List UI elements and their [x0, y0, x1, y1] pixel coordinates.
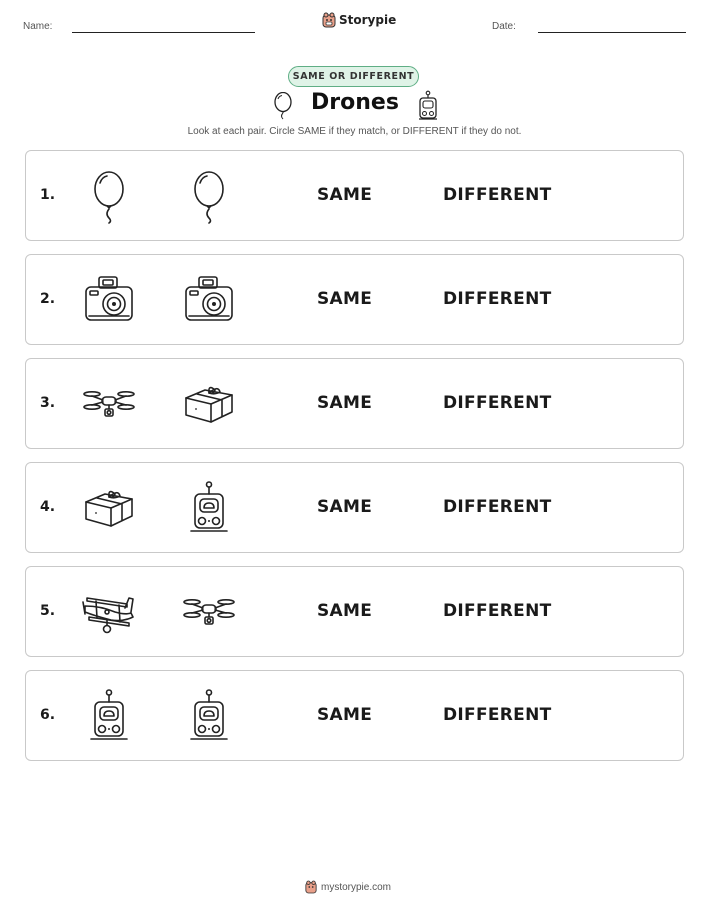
drone-icon [81, 376, 137, 432]
page-title: Drones [311, 90, 399, 115]
name-label: Name: [23, 21, 53, 32]
same-option[interactable]: SAME [317, 705, 373, 725]
camera-icon [181, 272, 237, 328]
instructions: Look at each pair. Circle SAME if they match, or DIFFERENT if they do not. [187, 126, 522, 137]
question-row [25, 566, 684, 657]
question-number: 4. [40, 499, 56, 515]
biplane-icon [81, 584, 137, 640]
date-label: Date: [492, 21, 516, 32]
same-option[interactable]: SAME [317, 185, 373, 205]
question-row [25, 150, 684, 241]
gift-box-icon [81, 480, 137, 536]
same-option[interactable]: SAME [317, 497, 373, 517]
drone-icon [181, 584, 237, 640]
footer-url[interactable]: mystorypie.com [321, 881, 392, 893]
name-line[interactable] [72, 32, 255, 33]
different-option[interactable]: DIFFERENT [443, 393, 552, 413]
different-option[interactable]: DIFFERENT [443, 601, 552, 621]
question-number: 2. [40, 291, 56, 307]
storypie-logo-icon [305, 880, 317, 894]
robot-icon [181, 480, 237, 536]
question-row [25, 358, 684, 449]
question-row [25, 254, 684, 345]
question-number: 6. [40, 707, 56, 723]
different-option[interactable]: DIFFERENT [443, 497, 552, 517]
robot-icon [181, 688, 237, 744]
balloon-icon [272, 92, 294, 124]
different-option[interactable]: DIFFERENT [443, 289, 552, 309]
brand-name: Storypie [339, 13, 397, 27]
robot-icon [415, 90, 441, 126]
gift-box-icon [181, 376, 237, 432]
footer [305, 880, 391, 894]
worksheet-type-badge: SAME OR DIFFERENT [288, 66, 419, 87]
same-option[interactable]: SAME [317, 601, 373, 621]
storypie-logo-icon [322, 12, 336, 28]
same-option[interactable]: SAME [317, 289, 373, 309]
question-number: 1. [40, 187, 56, 203]
balloon-icon [181, 168, 237, 224]
different-option[interactable]: DIFFERENT [443, 185, 552, 205]
date-line[interactable] [538, 32, 686, 33]
different-option[interactable]: DIFFERENT [443, 705, 552, 725]
balloon-icon [81, 168, 137, 224]
brand [322, 12, 396, 28]
question-number: 5. [40, 603, 56, 619]
robot-icon [81, 688, 137, 744]
question-row [25, 670, 684, 761]
question-row [25, 462, 684, 553]
camera-icon [81, 272, 137, 328]
question-number: 3. [40, 395, 56, 411]
same-option[interactable]: SAME [317, 393, 373, 413]
